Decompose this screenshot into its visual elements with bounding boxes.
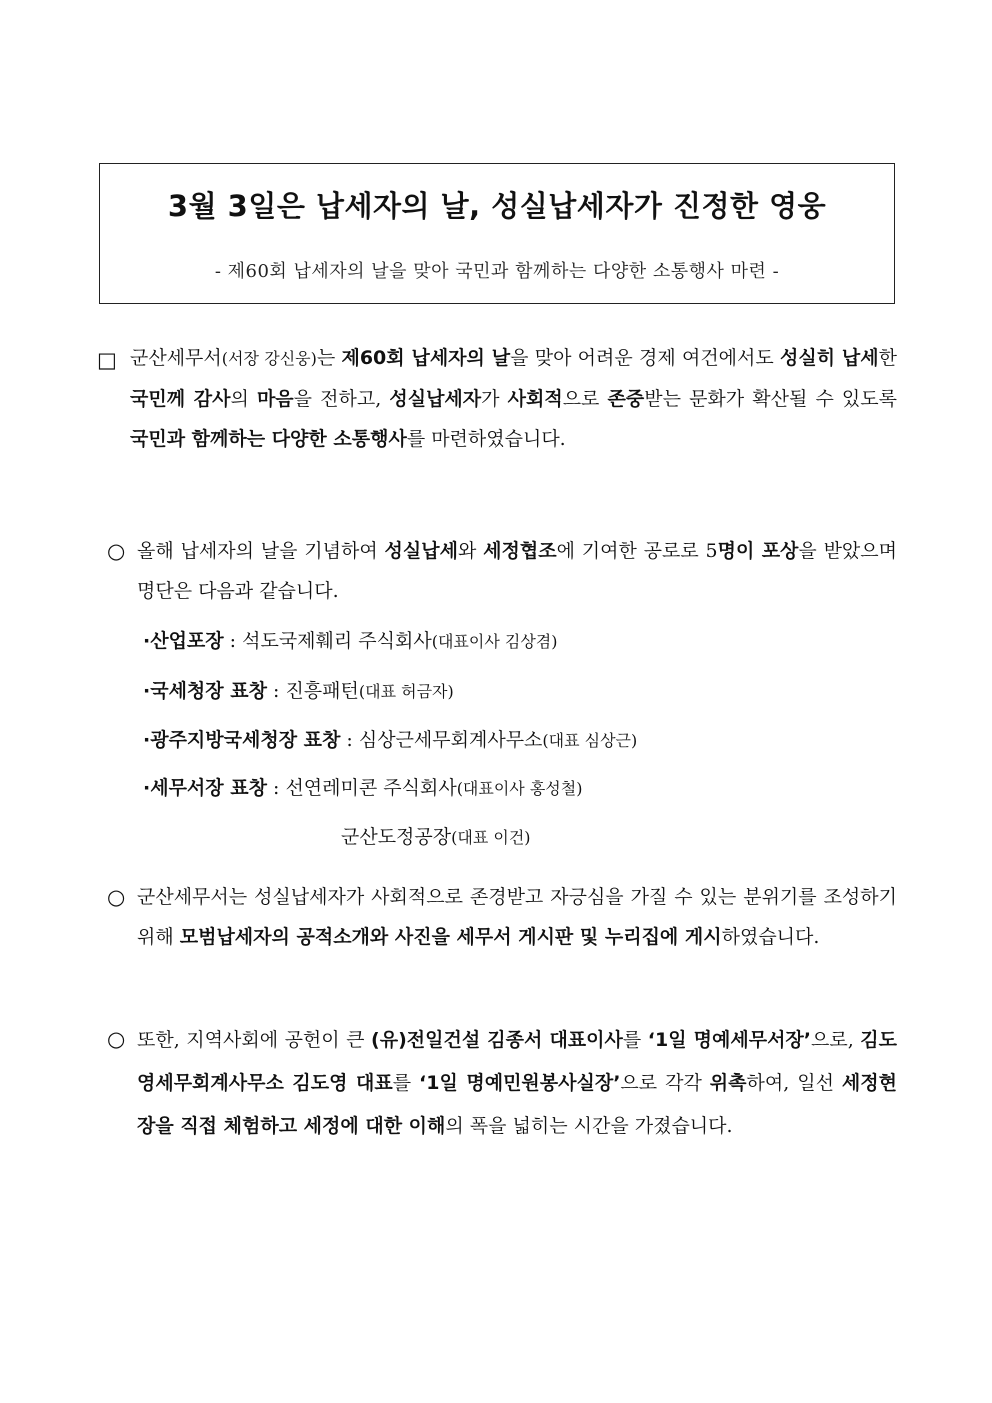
page-title: 3월 3일은 납세자의 날, 성실납세자가 진정한 영웅 — [167, 189, 827, 223]
display-paragraph: 군산세무서는 성실납세자가 사회적으로 존경받고 자긍심을 가질 수 있는 분위기를 조성하기 위해 모범납세자의 공적소개와 사진을 세무서 게시판 및 누리집에 게시하였습니다. — [137, 886, 897, 948]
intro-paragraph: 군산세무서(서장 강신웅)는 제60회 납세자의 날을 맞아 어려운 경제 여건에서도 성실히 납세한 국민께 감사의 마음을 전하고, 성실납세자가 사회적으로 존중받는 문화가 확산될 수 있도록 국민과 함께하는 다양한 소통행사를 마련하였습니다. — [130, 347, 897, 450]
award-item-district-head-second: 군산도정공장(대표 이건) — [341, 826, 531, 848]
award-item-district-head: ·세무서장 표창 : 선연레미콘 주식회사(대표이사 홍성철) — [143, 777, 583, 799]
square-bullet-icon: □ — [97, 348, 117, 372]
circle-bullet-icon: ○ — [107, 885, 126, 909]
circle-bullet-icon: ○ — [107, 539, 126, 563]
circle-bullet-icon: ○ — [107, 1027, 126, 1051]
award-item-industrial: ·산업포장 : 석도국제훼리 주식회사(대표이사 김상겸) — [143, 630, 558, 652]
page-subtitle: - 제60회 납세자의 날을 맞아 국민과 함께하는 다양한 소통행사 마련 - — [214, 261, 780, 282]
honorary-paragraph: 또한, 지역사회에 공헌이 큰 (유)전일건설 김종서 대표이사를 ‘1일 명예세무서장’으로, 김도영세무회계사무소 김도영 대표를 ‘1일 명예민원봉사실장’으로 각각 위촉하여, 일선 세정현장을 직접 체험하고 세정에 대한 이해의 폭을 넓히는 시간을 가졌습니다. — [137, 1029, 898, 1137]
headline-box — [99, 163, 895, 304]
award-item-nts-commissioner: ·국세청장 표창 : 진흥패턴(대표 허금자) — [143, 680, 454, 702]
awards-paragraph: 올해 납세자의 날을 기념하여 성실납세와 세정협조에 기여한 공로로 5명이 포상을 받았으며 명단은 다음과 같습니다. — [137, 540, 897, 602]
award-item-gwangju-commissioner: ·광주지방국세청장 표창 : 심상근세무회계사무소(대표 심상근) — [143, 729, 638, 751]
